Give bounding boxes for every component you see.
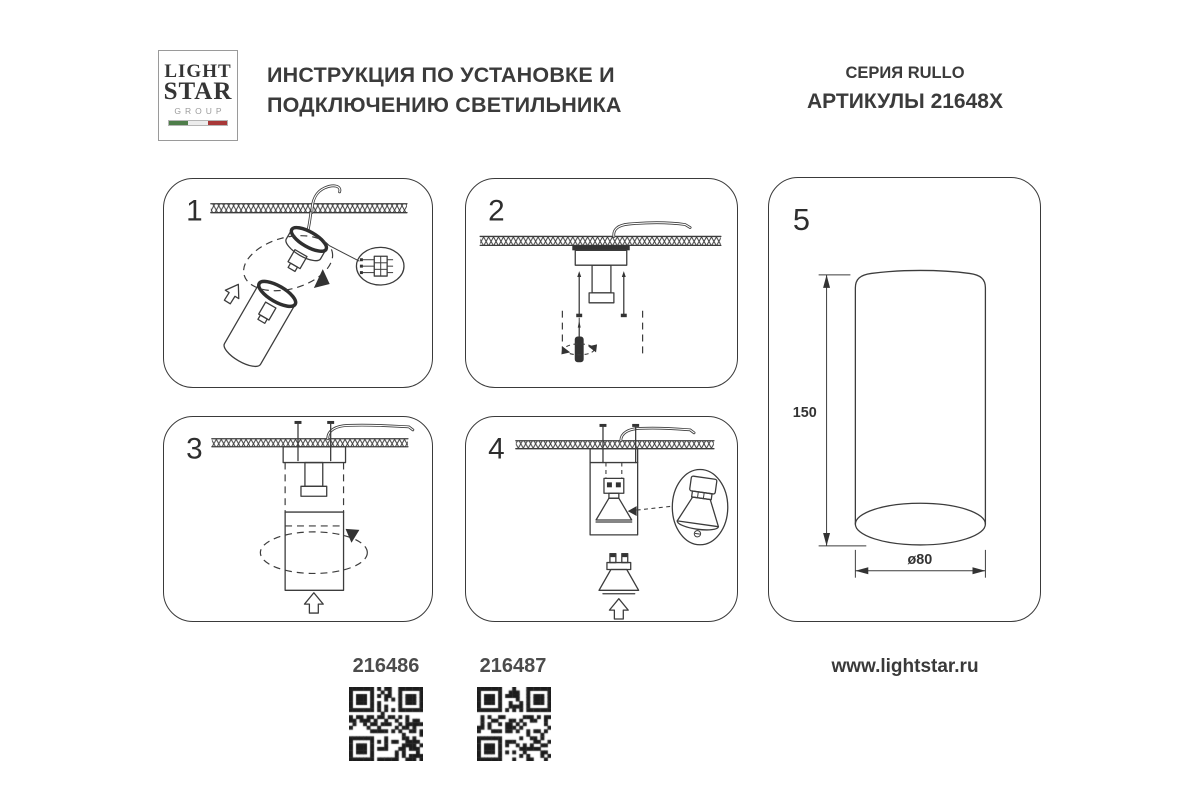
screwdriver-icon — [561, 318, 597, 363]
qr-code-right — [477, 687, 551, 761]
step-panel-1 — [163, 178, 433, 388]
push-direction-arrow-icon — [609, 599, 628, 619]
drill-guide-lines — [562, 311, 642, 359]
gu10-lamp — [599, 554, 639, 594]
step-panel-3 — [163, 416, 433, 622]
article-number-left: 216486 — [352, 655, 420, 677]
step5-dimension-drawing — [769, 178, 1040, 621]
step4-illustration — [466, 417, 737, 621]
lightstar-logo — [158, 50, 238, 141]
step-number: 3 — [186, 432, 203, 466]
page-title-line2: ПОДКЛЮЧЕНИЮ СВЕТИЛЬНИКА — [267, 93, 622, 117]
height-dimension-label: 150 — [792, 404, 817, 421]
step-panel-4 — [465, 416, 738, 622]
page-title-line1: ИНСТРУКЦИЯ ПО УСТАНОВКЕ И — [267, 63, 615, 87]
lamp-body-tube — [221, 277, 300, 372]
ceiling-hatch — [516, 441, 714, 449]
mounting-base — [274, 223, 329, 279]
dimension-diameter-80 — [855, 550, 985, 578]
step-number: 4 — [488, 432, 505, 466]
cylinder-drawing — [855, 270, 985, 544]
power-wire — [621, 428, 694, 441]
logo-text-star: STAR — [163, 78, 233, 105]
terminal-block-icon — [360, 256, 393, 276]
terminal-block-callout — [329, 245, 404, 285]
diameter-dimension-label: ø80 — [907, 551, 933, 568]
flag-green-segment — [169, 121, 188, 125]
rotation-arrow-icon — [237, 227, 338, 300]
push-direction-arrow-icon — [304, 593, 323, 613]
step-panel-5 — [768, 177, 1041, 622]
mounting-flange — [283, 447, 345, 497]
article-number-right: 216487 — [479, 655, 547, 677]
step-number: 5 — [792, 202, 810, 238]
gu10-bulb-icon — [675, 475, 724, 540]
push-direction-arrow-icon — [221, 280, 245, 306]
qr-code-left — [349, 687, 423, 761]
mounting-base — [572, 245, 629, 302]
series-label: СЕРИЯ RULLO — [845, 64, 965, 82]
ceiling-hatch — [212, 439, 408, 447]
step-number: 1 — [186, 194, 203, 228]
flag-white-segment — [188, 121, 207, 125]
bulb-callout — [628, 469, 728, 544]
articles-label: АРТИКУЛЫ 21648X — [807, 90, 1003, 113]
lamp-body-tube — [285, 463, 343, 591]
italian-flag-stripe — [168, 120, 228, 126]
website-url: www.lightstar.ru — [831, 656, 979, 677]
logo-text-group: GROUP — [174, 106, 226, 116]
page-title — [267, 60, 687, 120]
logo-text-light: LIGHT — [164, 61, 232, 82]
power-wire — [328, 425, 413, 439]
fixture-body — [590, 449, 638, 535]
ceiling-hatch — [211, 204, 407, 213]
step1-illustration — [164, 179, 432, 387]
ceiling-hatch — [480, 236, 721, 245]
step3-illustration — [164, 417, 432, 621]
step-number: 2 — [488, 194, 505, 228]
series-block — [783, 64, 1027, 114]
rotation-arrow-icon — [260, 529, 367, 574]
step2-illustration — [466, 179, 737, 387]
flag-red-segment — [208, 121, 227, 125]
step-panel-2 — [465, 178, 738, 388]
screw-icon — [576, 271, 627, 317]
power-wire — [614, 223, 690, 237]
